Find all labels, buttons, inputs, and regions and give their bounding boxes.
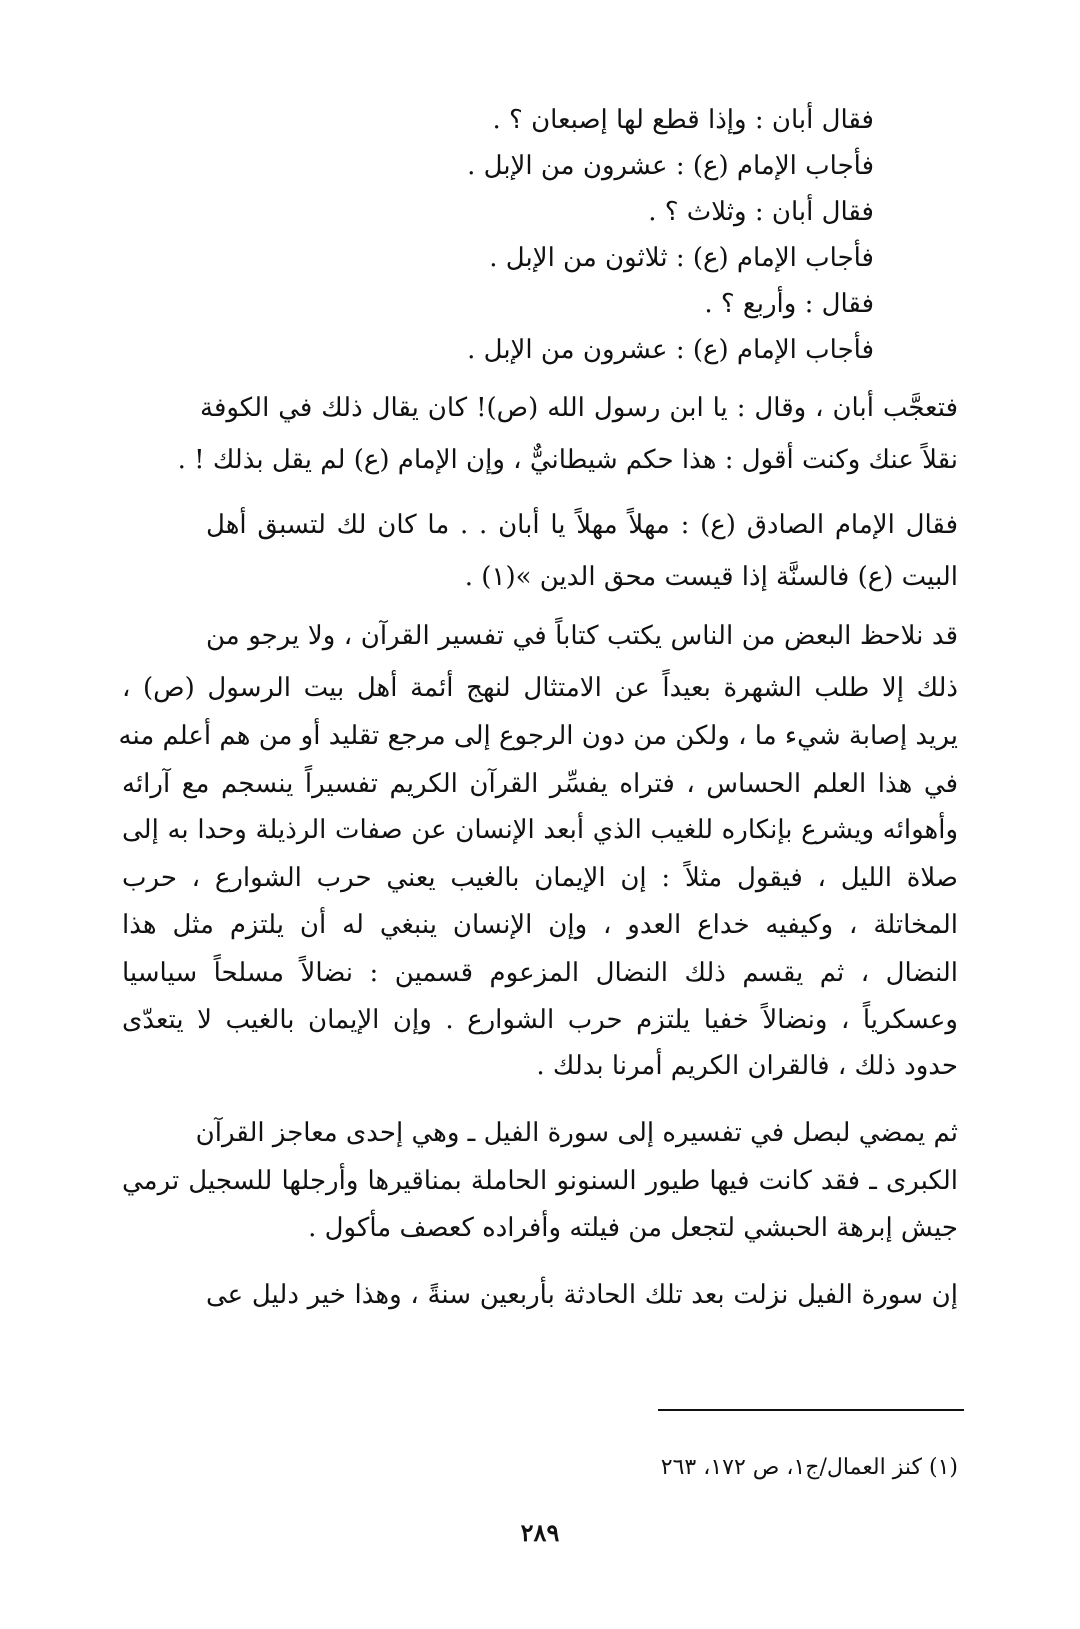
paragraph-line: نقلاً عنك وكنت أقول : هذا حكم شيطانيٌّ ، وإن الإمام (ع) لم يقل بذلك ! .: [177, 445, 958, 475]
paragraph-line: حدود ذلك ، فالقران الكريم أمرنا بدلك .: [536, 1051, 958, 1081]
dialogue-line: فأجاب الإمام (ع) : عشرون من الإبل .: [467, 151, 874, 181]
paragraph-line: في هذا العلم الحساس ، فتراه يفسِّر القرآن الكريم تفسيراً ينسجم مع آرائه: [122, 769, 958, 799]
paragraph-line: فقال الإمام الصادق (ع) : مهلاً مهلاً يا أبان . . ما كان لك لتسبق أهل: [206, 510, 958, 540]
paragraph-line: إن سورة الفيل نزلت بعد تلك الحادثة بأربعين سنةً ، وهذا خير دليل عى: [206, 1280, 958, 1310]
paragraph-line: صلاة الليل ، فيقول مثلاً : إن الإيمان بالغيب يعني حرب الشوارع ، حرب: [122, 863, 958, 893]
paragraph-line: البيت (ع) فالسنَّة إذا قيست محق الدين »(١) .: [464, 562, 958, 592]
dialogue-line: فأجاب الإمام (ع) : ثلاثون من الإبل .: [489, 243, 874, 273]
paragraph-line: الكبرى ـ فقد كانت فيها طيور السنونو الحاملة بمناقيرها وأرجلها للسجيل ترمي: [122, 1166, 958, 1196]
paragraph-line: النضال ، ثم يقسم ذلك النضال المزعوم قسمين : نضالاً مسلحاً سياسيا: [122, 958, 958, 988]
paragraph-line: فتعجَّب أبان ، وقال : يا ابن رسول الله (ص)! كان يقال ذلك في الكوفة: [200, 393, 958, 423]
page-number: ٢٨٩: [520, 1518, 560, 1547]
paragraph-line: وأهوائه ويشرع بإنكاره للغيب الذي أبعد الإنسان عن صفات الرذيلة وحدا به إلى: [122, 815, 958, 845]
paragraph-line: قد نلاحظ البعض من الناس يكتب كتاباً في تفسير القرآن ، ولا يرجو من: [206, 621, 958, 651]
dialogue-line: فقال : وأربع ؟ .: [704, 289, 874, 319]
footnote: (١) كنز العمال/ج١، ص ١٧٢، ٢٦٣: [660, 1455, 958, 1480]
paragraph-line: جيش إبرهة الحبشي لتجعل من فيلته وأفراده كعصف مأكول .: [308, 1213, 958, 1243]
dialogue-line: فقال أبان : وثلاث ؟ .: [648, 197, 874, 227]
paragraph-line: المخاتلة ، وكيفيه خداع العدو ، وإن الإنسان ينبغي له أن يلتزم مثل هذا: [122, 910, 958, 940]
dialogue-line: فقال أبان : وإذا قطع لها إصبعان ؟ .: [492, 105, 874, 135]
paragraph-line: وعسكرياً ، ونضالاً خفيا يلتزم حرب الشوارع . وإن الإيمان بالغيب لا يتعدّى: [122, 1005, 958, 1035]
paragraph-line: ذلك إلا طلب الشهرة بعيداً عن الامتثال لنهج أئمة أهل بيت الرسول (ص) ،: [122, 673, 958, 703]
dialogue-line: فأجاب الإمام (ع) : عشرون من الإبل .: [467, 335, 874, 365]
paragraph-line: ثم يمضي لبصل في تفسيره إلى سورة الفيل ـ وهي إحدى معاجز القرآن: [195, 1118, 958, 1148]
footnote-divider: [658, 1409, 964, 1411]
paragraph-line: يريد إصابة شيء ما ، ولكن من دون الرجوع إلى مرجع تقليد أو من هم أعلم منه: [118, 721, 958, 751]
